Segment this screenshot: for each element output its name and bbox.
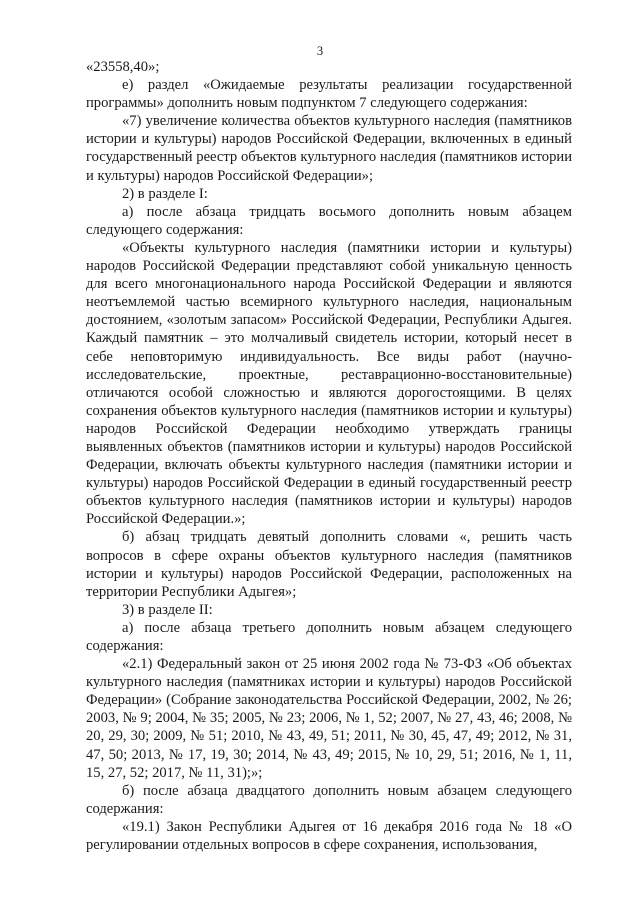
page-number: 3 xyxy=(316,44,324,58)
paragraph: б) после абзаца двадцатого дополнить новым абзацем следующего содержания: xyxy=(86,782,572,817)
paragraph: «19.1) Закон Республики Адыгея от 16 декабря 2016 года № 18 «О регулировании отдельных вопросов в сфере сохранения, использования, xyxy=(86,818,572,854)
paragraph: 3) в разделе II: xyxy=(122,601,213,618)
paragraph: а) после абзаца тридцать восьмого дополнить новым абзацем следующего содержания: xyxy=(86,203,572,238)
paragraph: «7) увеличение количества объектов культурного наследия (памятников истории и культуры) народов Российской Федерации, включенных в единый государственный реестр объектов культурного наследия (памятников истории и культуры) народов Российской Федерации»; xyxy=(86,113,572,184)
paragraph: а) после абзаца третьего дополнить новым абзацем следующего содержания: xyxy=(86,619,572,654)
paragraph: «23558,40»; xyxy=(86,59,160,75)
paragraph: «Объекты культурного наследия (памятники истории и культуры) народов Российской Федерации представляют собой уникальную ценность для всего многонационального народа Российской Федерации и являются неотъемлемой частью всемирного культурного наследия, национальным достоянием, «золотым запасом» Российской Федерации, Республики Адыгея. Каждый памятник – это молчаливый свидетель истории, который несет в себе неповторимую индивидуальность. Все виды работ (научно-исследовательские, проектные, реставрационно-восстановительные) отличаются особой сложностью и являются дорогостоящими. В целях сохранения объектов культурного наследия (памятников истории и культуры) народов Российской Федерации необходимо утверждать границы выявленных объектов (памятников истории и культуры) народов Российской Федерации, включать объекты культурного наследия (памятники истории и культуры) народов Российской Федерации в единый государственный реестр объектов культурного наследия (памятников истории и культуры) народов Российской Федерации.»; xyxy=(86,239,572,528)
paragraph: «2.1) Федеральный закон от 25 июня 2002 года № 73-ФЗ «Об объектах культурного наследия (памятниках истории и культуры) народов Российской Федерации» (Собрание законодательства Российской Федерации, 2002, № 26; 2003, № 9; 2004, № 35; 2005, № 23; 2006, № 1, 52; 2007, № 27, 43, 46; 2008, № 20, 29, 30; 2009, № 51; 2010, № 43, 49, 51; 2011, № 30, 45, 47, 49; 2012, № 31, 47, 50; 2013, № 17, 19, 30; 2014, № 43, 49; 2015, № 10, 29, 51; 2016, № 1, 11, 15, 27, 52; 2017, № 11, 31);»; xyxy=(86,656,572,781)
document-body xyxy=(86,58,572,854)
paragraph: б) абзац тридцать девятый дополнить словами «, решить часть вопросов в сфере охраны объектов культурного наследия (памятников истории и культуры) народов Российской Федерации, расположенных на территории Республики Адыгея»; xyxy=(86,529,572,600)
paragraph: 2) в разделе I: xyxy=(122,185,208,202)
paragraph: е) раздел «Ожидаемые результаты реализации государственной программы» дополнить новым подпунктом 7 следующего содержания: xyxy=(86,77,572,112)
